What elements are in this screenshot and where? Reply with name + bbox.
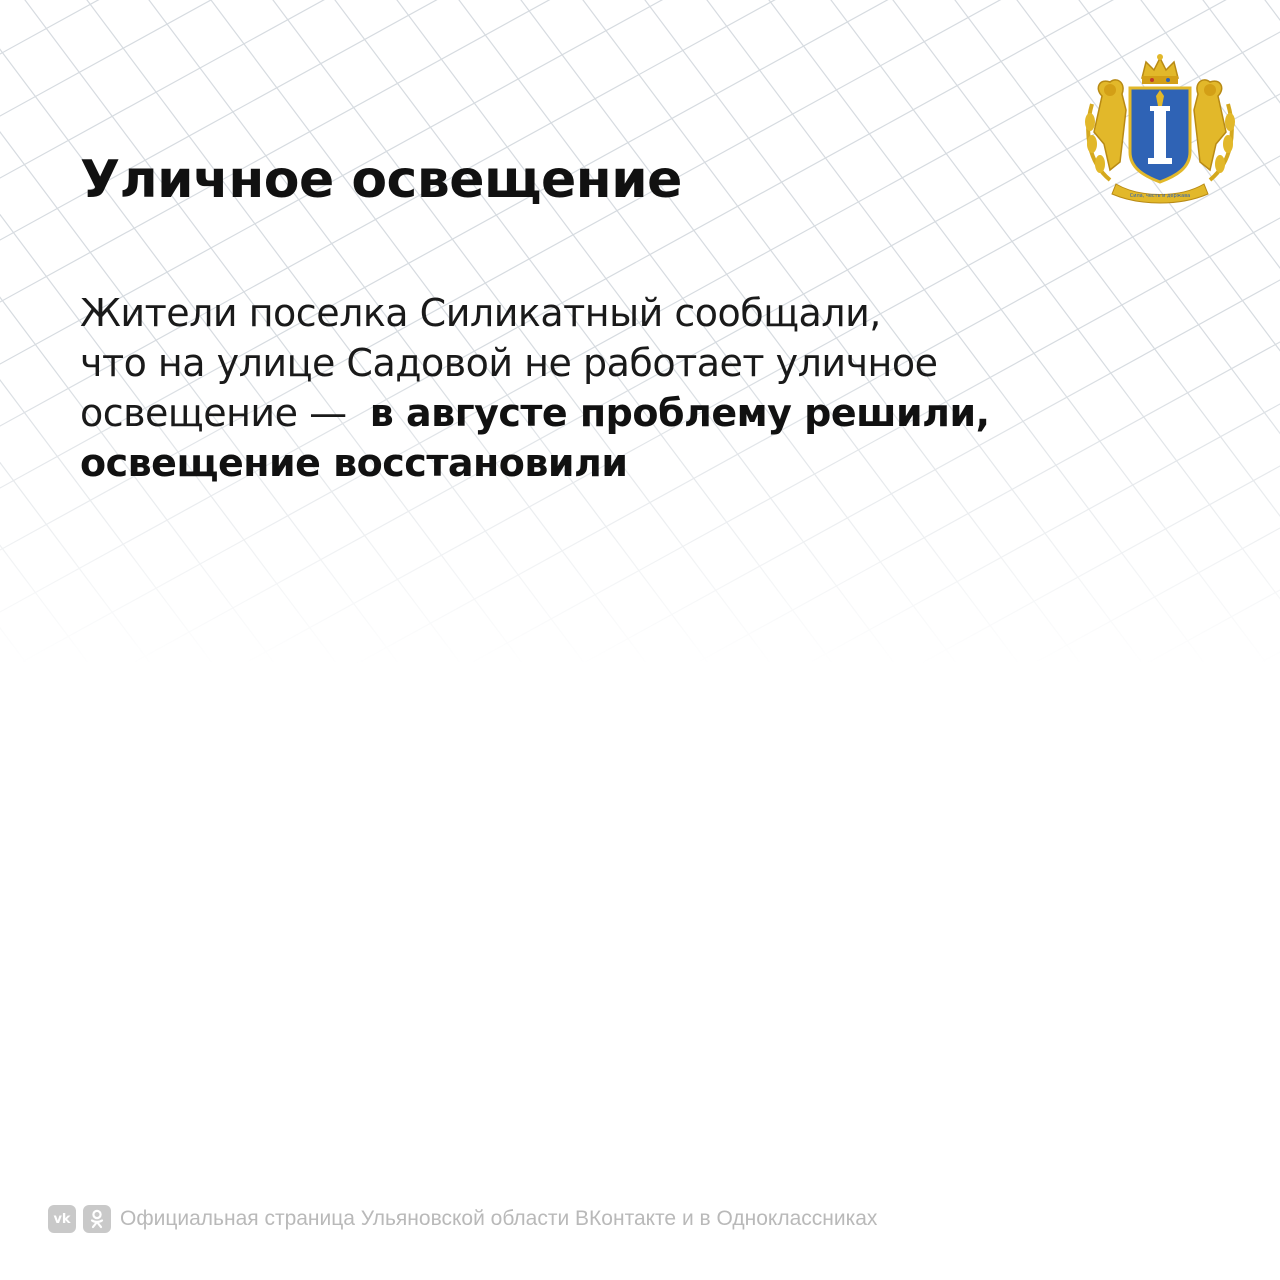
body-line-with-highlight bbox=[80, 388, 1100, 438]
emblem-motto: Сила, честь и держава bbox=[1129, 193, 1191, 199]
ulyanovsk-region-coat-of-arms-icon bbox=[1080, 52, 1240, 208]
odnoklassniki-icon[interactable] bbox=[83, 1205, 111, 1233]
body-line: освещение — bbox=[80, 391, 359, 435]
post-body bbox=[80, 288, 1100, 488]
footer-caption[interactable]: Официальная страница Ульяновской области ВКонтакте и в Одноклассниках bbox=[120, 1207, 878, 1230]
footer bbox=[48, 1204, 877, 1234]
page-title: Уличное освещение bbox=[80, 150, 682, 210]
highlight-text: освещение восстановили bbox=[80, 441, 628, 485]
vk-icon[interactable]: vk bbox=[48, 1205, 76, 1233]
body-line: Жители поселка Силикатный сообщали, bbox=[80, 291, 881, 335]
body-line: что на улице Садовой не работает уличное bbox=[80, 341, 938, 385]
highlight-text: в августе проблему решили, bbox=[369, 391, 990, 435]
